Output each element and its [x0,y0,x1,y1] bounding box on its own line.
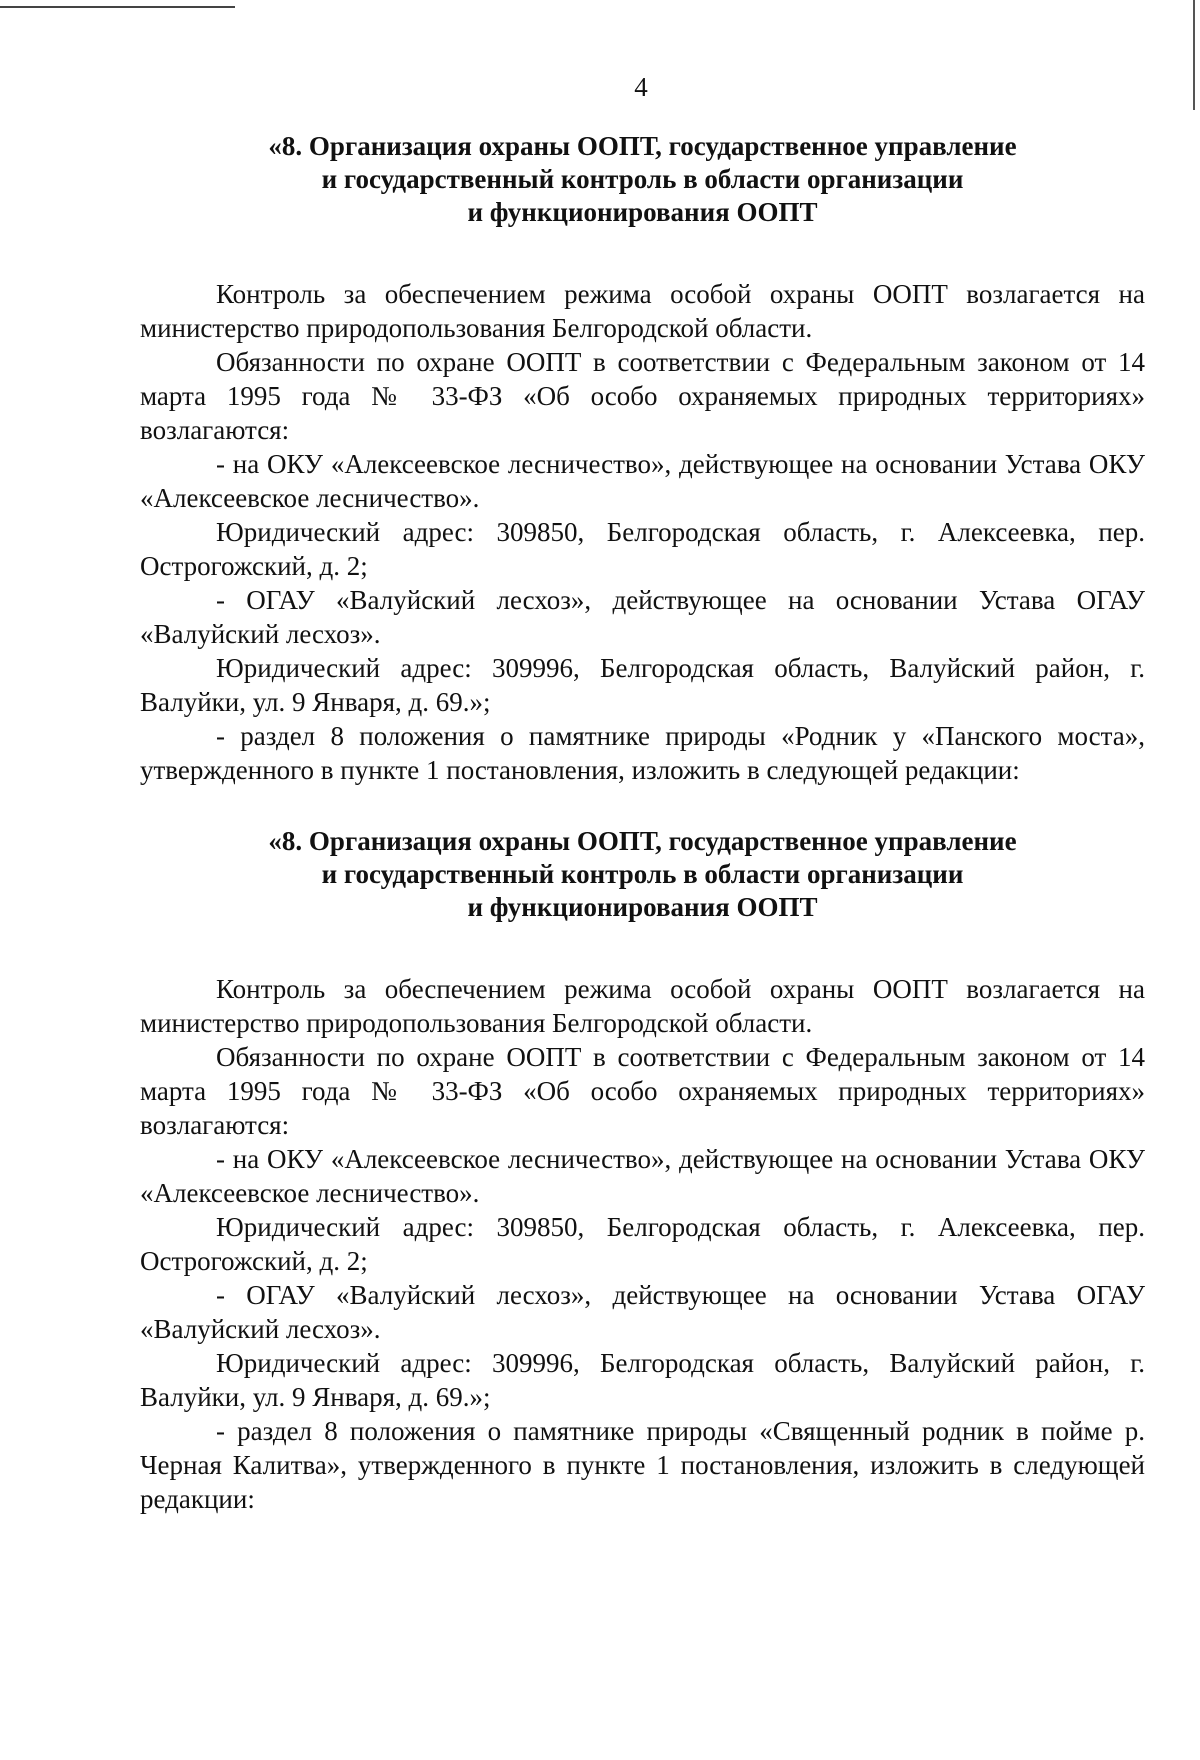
section-heading [140,825,1145,924]
heading-line: и функционирования ООПТ [467,892,818,922]
paragraph: Юридический адрес: 309850, Белгородская область, г. Алексеевка, пер. Острогожский, д. 2; [140,517,1145,581]
section-text [140,972,1145,1516]
section-text [140,277,1145,787]
paragraph: Обязанности по охране ООПТ в соответствии с Федеральным законом от 14 марта 1995 года № 33-ФЗ «Об особо охраняемых природных территориях» возлагаются: [140,1042,1145,1140]
paragraph: Юридический адрес: 309996, Белгородская область, Валуйский район, г. Валуйки, ул. 9 Января, д. 69.»; [140,653,1145,717]
paragraph: Юридический адрес: 309996, Белгородская область, Валуйский район, г. Валуйки, ул. 9 Января, д. 69.»; [140,1348,1145,1412]
page-number: 4 [634,72,648,102]
section-heading [140,130,1145,229]
paragraph: Обязанности по охране ООПТ в соответствии с Федеральным законом от 14 марта 1995 года № 33-ФЗ «Об особо охраняемых природных территориях» возлагаются: [140,347,1145,445]
heading-line: и государственный контроль в области организации [321,164,964,194]
paragraph: - ОГАУ «Валуйский лесхоз», действующее на основании Устава ОГАУ «Валуйский лесхоз». [140,1280,1145,1344]
heading-line: «8. Организация охраны ООПТ, государственное управление [268,826,1017,856]
paragraph: Юридический адрес: 309850, Белгородская область, г. Алексеевка, пер. Острогожский, д. 2; [140,1212,1145,1276]
paragraph: Контроль за обеспечением режима особой охраны ООПТ возлагается на министерство природопользования Белгородской области. [140,279,1145,343]
paragraph: Контроль за обеспечением режима особой охраны ООПТ возлагается на министерство природопользования Белгородской области. [140,974,1145,1038]
paragraph: - на ОКУ «Алексеевское лесничество», действующее на основании Устава ОКУ «Алексеевское лесничество». [140,1144,1145,1208]
heading-line: и функционирования ООПТ [467,197,818,227]
document-body [140,130,1145,1516]
paragraph: - на ОКУ «Алексеевское лесничество», действующее на основании Устава ОКУ «Алексеевское лесничество». [140,449,1145,513]
heading-line: и государственный контроль в области организации [321,859,964,889]
paragraph: - раздел 8 положения о памятнике природы «Родник у «Панского моста», утвержденного в пункте 1 постановления, изложить в следующей редакции: [140,721,1145,785]
paragraph: - раздел 8 положения о памятнике природы «Священный родник в пойме р. Черная Калитва», утвержденного в пункте 1 постановления, изложить в следующей редакции: [140,1416,1145,1514]
scan-edge-line-top [0,6,235,8]
paragraph: - ОГАУ «Валуйский лесхоз», действующее на основании Устава ОГАУ «Валуйский лесхоз». [140,585,1145,649]
heading-line: «8. Организация охраны ООПТ, государственное управление [268,131,1017,161]
